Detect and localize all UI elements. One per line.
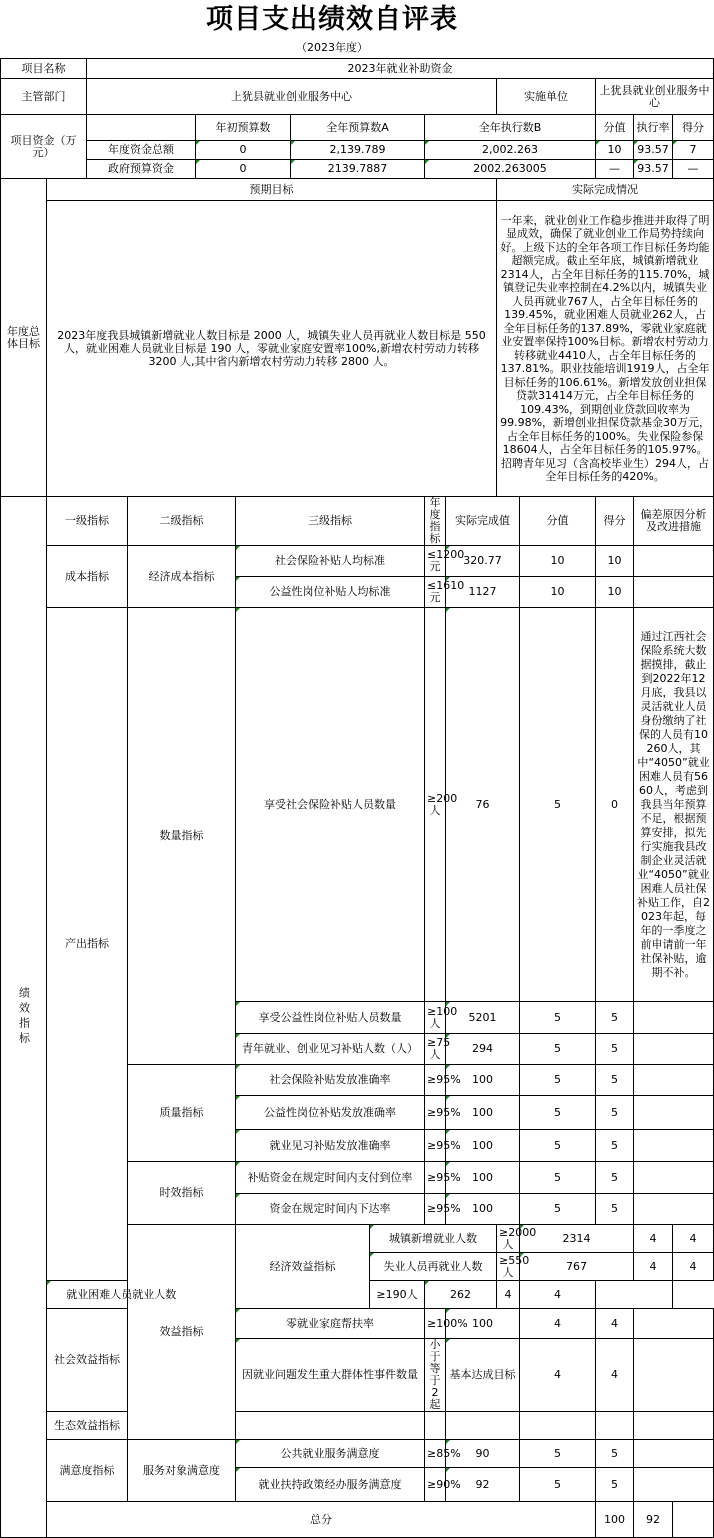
indicator-name: 公益性岗位补贴人均标准 xyxy=(236,577,425,608)
indicator-reason xyxy=(634,577,714,608)
indicator-score: 5 xyxy=(596,1162,634,1194)
page-subtitle: （2023年度） xyxy=(296,41,368,54)
funds-initial: 0 xyxy=(196,141,291,160)
indicator-value: 4 xyxy=(520,1309,596,1339)
perf-header-level3: 三级指标 xyxy=(236,497,425,546)
indicator-score: 4 xyxy=(520,1281,596,1309)
indicator-target: ≥95% xyxy=(425,1096,446,1130)
indicator-actual: 100 xyxy=(446,1162,520,1194)
perf-header-level2: 二级指标 xyxy=(128,497,236,546)
indicator-actual: 1127 xyxy=(446,577,520,608)
funds-row-label: 政府预算资金 xyxy=(87,160,196,179)
indicator-actual: 100 xyxy=(446,1065,520,1096)
indicator-target: ≥100% xyxy=(425,1309,446,1339)
indicator-target: ≥95% xyxy=(425,1130,446,1162)
indicator-target: ≥95% xyxy=(425,1194,446,1225)
indicator-reason xyxy=(634,1130,714,1162)
indicator-row xyxy=(1,1412,714,1440)
level1-benefit: 效益指标 xyxy=(128,1225,236,1440)
funds-rate: 93.57 xyxy=(634,160,673,179)
project-name: 2023年就业补助资金 xyxy=(87,59,714,79)
indicator-name: 城镇新增就业人数 xyxy=(370,1225,497,1253)
funds-total-row xyxy=(1,141,714,160)
expected-goal-header: 预期目标 xyxy=(47,179,497,201)
indicator-reason xyxy=(634,1162,714,1194)
funds-header-rate: 执行率 xyxy=(634,115,673,141)
indicator-target: ≥75人 xyxy=(425,1034,446,1065)
indicator-actual: 294 xyxy=(446,1034,520,1065)
level1-satisfaction: 满意度指标 xyxy=(47,1440,128,1502)
indicator-actual: 5201 xyxy=(446,1002,520,1034)
indicator-value: 5 xyxy=(520,1096,596,1130)
indicator-name xyxy=(236,1412,425,1440)
indicator-actual: 100 xyxy=(446,1309,520,1339)
indicator-target: ≥95% xyxy=(425,1065,446,1096)
indicator-target: 小于等于2起 xyxy=(425,1339,446,1412)
indicator-name: 资金在规定时间内下达率 xyxy=(236,1194,425,1225)
indicator-value xyxy=(520,1412,596,1440)
goals-content-row xyxy=(1,201,714,497)
project-name-row xyxy=(1,59,714,79)
indicator-row xyxy=(1,546,714,577)
indicator-target xyxy=(425,1412,446,1440)
perf-header-value: 分值 xyxy=(520,497,596,546)
funds-header-row xyxy=(1,115,714,141)
indicator-actual: 2314 xyxy=(520,1225,634,1253)
indicator-actual: 767 xyxy=(520,1253,634,1281)
perf-header-actual: 实际完成值 xyxy=(446,497,520,546)
funds-header-executed: 全年执行数B xyxy=(425,115,596,141)
indicator-reason xyxy=(634,1412,714,1440)
indicator-name: 社会保险补贴人均标准 xyxy=(236,546,425,577)
funds-gov-row xyxy=(1,160,714,179)
funds-score-value: 10 xyxy=(596,141,634,160)
funds-header-budget: 全年预算数A xyxy=(291,115,425,141)
indicator-value: 10 xyxy=(520,577,596,608)
level1-output: 产出指标 xyxy=(47,608,128,1281)
level2-economic-cost: 经济成本指标 xyxy=(128,546,236,608)
indicator-target: ≥190人 xyxy=(370,1281,425,1309)
indicator-name: 社会保险补贴发放准确率 xyxy=(236,1065,425,1096)
total-label: 总分 xyxy=(47,1502,596,1538)
indicator-score: 4 xyxy=(596,1339,634,1412)
indicator-name: 享受公益性岗位补贴人员数量 xyxy=(236,1002,425,1034)
indicator-target: ≥90% xyxy=(425,1468,446,1502)
level1-cost: 成本指标 xyxy=(47,546,128,608)
indicator-actual: 90 xyxy=(446,1440,520,1468)
expected-goal-text: 2023年度我县城镇新增就业人数目标是 2000 人，城镇失业人员再就业人数目标是 550人，就业困难人员就业目标是 190 人，零就业家庭安置率100%,新增农村劳动力转移 3200 人,其中省内新增农村劳动力转移 2800 人。 xyxy=(47,201,497,497)
indicator-actual: 100 xyxy=(446,1096,520,1130)
indicator-target: ≥550人 xyxy=(497,1253,520,1281)
funds-budget: 2,139.789 xyxy=(291,141,425,160)
indicator-actual: 100 xyxy=(446,1130,520,1162)
indicator-value: 4 xyxy=(497,1281,520,1309)
indicator-reason xyxy=(634,1096,714,1130)
indicator-reason xyxy=(634,1339,714,1412)
deviation-reason: 通过江西社会保险系统大数据摸排，截止到2022年12月底，我县以灵活就业人员身份缴纳了社保的人员有10260人，其中“4050”就业困难人员有5660人，考虑到我县当年预算不足，根据预算安排，拟先行实施我县改制企业灵活就业“4050”就业困难人员社保补贴工作，自2023年起，每年的一季度之前申请前一年社保补贴，逾期不补。 xyxy=(634,608,714,1002)
indicator-score: 5 xyxy=(596,1065,634,1096)
total-value: 100 xyxy=(596,1502,634,1538)
indicator-value: 5 xyxy=(520,1440,596,1468)
indicator-score: 5 xyxy=(596,1096,634,1130)
indicator-score: 10 xyxy=(596,546,634,577)
funds-rate: 93.57 xyxy=(634,141,673,160)
indicator-reason xyxy=(634,1002,714,1034)
actual-completion-text: 一年来，就业创业工作稳步推进并取得了明显成效，确保了就业创业工作局势持续向好。上级下达的全年各项工作目标任务均能超额完成。截止至年底，城镇新增就业2314人，占全年目标任务的115.70%，城镇登记失业率控制在4.2%以内，城镇失业人员再就业767人，占全年目标任务的139.45%，就业困难人员就业262人，占全年目标任务的137.89%，零就业家庭就业安置率保持100%目标。新增农村劳动力转移就业4410人，占全年目标任务的137.81%。职业技能培训1919人，占全年目标任务的106.61%。新增发放创业担保贷款31414万元，占全年目标任务的109.43%，到期创业贷款回收率为99.98%，新增创业担保贷款基金30万元，占全年目标任务的100%。失业保险参保18604人，占全年目标任务的105.97%。招聘青年见习（含高校毕业生）294人，占全年目标任务的420%。 xyxy=(497,201,714,497)
indicator-value: 5 xyxy=(520,1130,596,1162)
indicator-row xyxy=(1,1440,714,1468)
perf-header-score: 得分 xyxy=(596,497,634,546)
funds-header-initial: 年初预算数 xyxy=(196,115,291,141)
indicator-reason xyxy=(596,1281,673,1309)
indicator-score: 5 xyxy=(596,1440,634,1468)
indicator-actual: 基本达成目标 xyxy=(446,1339,520,1412)
indicator-reason xyxy=(634,1194,714,1225)
indicator-reason xyxy=(634,1034,714,1065)
indicator-score xyxy=(596,1412,634,1440)
project-name-label: 项目名称 xyxy=(1,59,87,79)
indicator-score: 5 xyxy=(596,1002,634,1034)
indicator-target: ≥2000人 xyxy=(497,1225,520,1253)
indicator-row xyxy=(1,608,714,1002)
department: 上犹县就业创业服务中心 xyxy=(87,79,497,115)
funds-executed: 2,002.263 xyxy=(425,141,596,160)
indicator-score: 4 xyxy=(673,1253,714,1281)
self-evaluation-table xyxy=(0,58,714,1538)
goals-header-row xyxy=(1,179,714,201)
indicator-value: 4 xyxy=(520,1339,596,1412)
indicator-reason xyxy=(634,1309,714,1339)
indicator-value: 10 xyxy=(520,546,596,577)
indicator-name: 公共就业服务满意度 xyxy=(236,1440,425,1468)
perf-header-target: 年度指标 xyxy=(425,497,446,546)
page-title: 项目支出绩效自评表 xyxy=(206,4,458,35)
indicator-name: 就业扶持政策经办服务满意度 xyxy=(236,1468,425,1502)
indicator-value: 5 xyxy=(520,1194,596,1225)
indicator-target: ≤1200元 xyxy=(425,546,446,577)
indicator-score: 5 xyxy=(596,1130,634,1162)
perf-header-reason: 偏差原因分析及改进措施 xyxy=(634,497,714,546)
level2-economic-benefit: 经济效益指标 xyxy=(236,1225,370,1309)
funds-score: 7 xyxy=(673,141,714,160)
indicator-score: 10 xyxy=(596,577,634,608)
indicator-value: 4 xyxy=(634,1225,673,1253)
level2-quality: 质量指标 xyxy=(128,1065,236,1162)
indicator-actual: 320.77 xyxy=(446,546,520,577)
indicator-score: 5 xyxy=(596,1194,634,1225)
annual-goals-label: 年度总体目标 xyxy=(1,179,47,497)
indicator-name: 就业见习补贴发放准确率 xyxy=(236,1130,425,1162)
indicator-name: 因就业问题发生重大群体性事件数量 xyxy=(236,1339,425,1412)
indicator-reason xyxy=(634,1468,714,1502)
funds-header-score: 得分 xyxy=(673,115,714,141)
perf-header-row xyxy=(1,497,714,546)
funds-blank-header xyxy=(87,115,196,141)
funds-header-score-value: 分值 xyxy=(596,115,634,141)
indicator-reason xyxy=(634,1065,714,1096)
indicator-name: 补贴资金在规定时间内支付到位率 xyxy=(236,1162,425,1194)
indicator-reason xyxy=(634,546,714,577)
perf-header-level1: 一级指标 xyxy=(47,497,128,546)
actual-completion-header: 实际完成情况 xyxy=(497,179,714,201)
indicator-target: ≤1610元 xyxy=(425,577,446,608)
total-remark xyxy=(673,1502,714,1538)
indicator-target: ≥85% xyxy=(425,1440,446,1468)
funds-row-label: 年度资金总额 xyxy=(87,141,196,160)
indicator-score: 0 xyxy=(596,608,634,1002)
indicator-actual: 100 xyxy=(446,1194,520,1225)
indicator-score: 5 xyxy=(596,1468,634,1502)
funds-score-value: — xyxy=(596,160,634,179)
indicator-reason xyxy=(634,1440,714,1468)
total-score: 92 xyxy=(634,1502,673,1538)
indicator-score: 4 xyxy=(673,1225,714,1253)
funds-budget: 2139.7887 xyxy=(291,160,425,179)
department-label: 主管部门 xyxy=(1,79,87,115)
level2-timeliness: 时效指标 xyxy=(128,1162,236,1225)
indicator-value: 4 xyxy=(634,1253,673,1281)
indicator-value: 5 xyxy=(520,608,596,1002)
indicator-name: 失业人员再就业人数 xyxy=(370,1253,497,1281)
indicator-actual xyxy=(446,1412,520,1440)
indicator-actual: 92 xyxy=(446,1468,520,1502)
department-row xyxy=(1,79,714,115)
implementing-unit: 上犹县就业创业服务中心 xyxy=(596,79,714,115)
implementing-unit-label: 实施单位 xyxy=(497,79,596,115)
indicator-actual: 76 xyxy=(446,608,520,1002)
indicator-row xyxy=(1,1309,714,1339)
funds-label: 项目资金（万元） xyxy=(1,115,87,179)
indicator-value: 5 xyxy=(520,1065,596,1096)
indicator-name: 青年就业、创业见习补贴人数（人） xyxy=(236,1034,425,1065)
indicator-value: 5 xyxy=(520,1162,596,1194)
total-row xyxy=(1,1502,714,1538)
indicator-name: 享受社会保险补贴人员数量 xyxy=(236,608,425,1002)
level2-social-benefit: 社会效益指标 xyxy=(47,1309,128,1412)
funds-initial: 0 xyxy=(196,160,291,179)
indicator-target: ≥95% xyxy=(425,1162,446,1194)
level2-quantity: 数量指标 xyxy=(128,608,236,1065)
level2-service-satisfaction: 服务对象满意度 xyxy=(128,1440,236,1502)
performance-indicators-label: 绩效指标 xyxy=(1,497,47,1538)
indicator-target: ≥200人 xyxy=(425,608,446,1002)
indicator-name: 零就业家庭帮扶率 xyxy=(236,1309,425,1339)
indicator-score: 4 xyxy=(596,1309,634,1339)
indicator-value: 5 xyxy=(520,1034,596,1065)
level2-ecological-benefit: 生态效益指标 xyxy=(47,1412,128,1440)
indicator-score: 5 xyxy=(596,1034,634,1065)
indicator-name: 就业困难人员就业人数 xyxy=(47,1281,196,1309)
funds-executed: 2002.263005 xyxy=(425,160,596,179)
indicator-value: 5 xyxy=(520,1002,596,1034)
indicator-target: ≥100人 xyxy=(425,1002,446,1034)
indicator-value: 5 xyxy=(520,1468,596,1502)
indicator-actual: 262 xyxy=(425,1281,497,1309)
funds-score: — xyxy=(673,160,714,179)
indicator-name: 公益性岗位补贴发放准确率 xyxy=(236,1096,425,1130)
